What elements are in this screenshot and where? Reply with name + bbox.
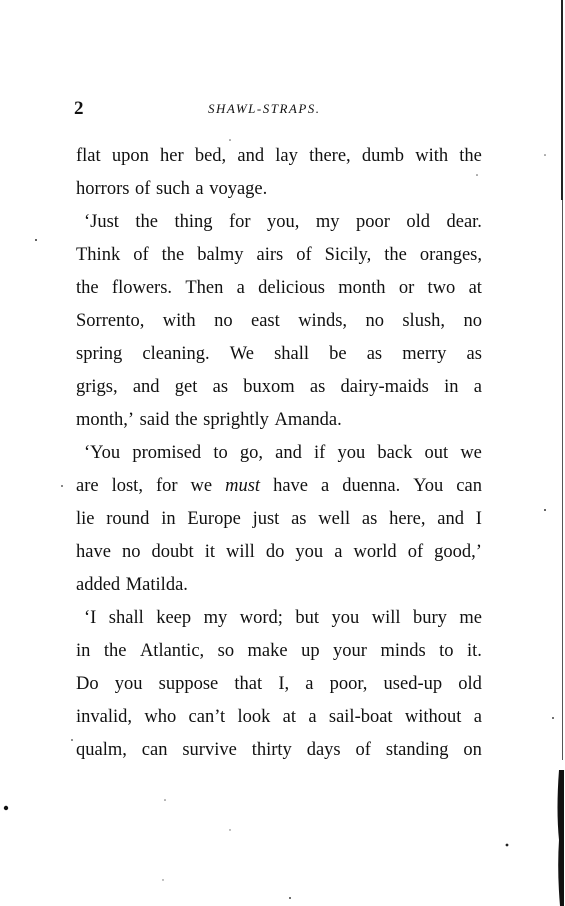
word: buxom (243, 377, 295, 397)
word: a (321, 476, 330, 496)
word: doubt (151, 542, 194, 562)
word: me (459, 608, 482, 628)
word: survive (182, 740, 237, 760)
word: to (439, 641, 454, 661)
word: Amanda. (274, 410, 342, 430)
speck (71, 739, 73, 741)
word: out (424, 443, 449, 463)
word: you (114, 674, 143, 694)
word: Sorrento, (76, 311, 145, 331)
word: without (404, 707, 462, 727)
page-number: 2 (74, 98, 84, 119)
word: month (338, 278, 386, 298)
word: if (314, 443, 326, 463)
word: it (204, 542, 215, 562)
word: Think (76, 245, 121, 265)
speck (552, 717, 554, 719)
word: will (226, 542, 255, 562)
word: or (398, 278, 415, 298)
speck (164, 799, 166, 801)
word: you (331, 608, 360, 628)
word: no (121, 542, 141, 562)
word: Europe (187, 509, 241, 529)
word: have (76, 542, 111, 562)
word: You (413, 476, 444, 496)
word: We (229, 344, 254, 364)
word: a (195, 179, 204, 199)
word: grigs, (76, 377, 118, 397)
word: your (333, 641, 367, 661)
spine-line (561, 0, 563, 200)
word: as (361, 509, 378, 529)
word: bed, (194, 146, 227, 166)
speck (4, 806, 8, 810)
word: no (365, 311, 384, 331)
word: well (318, 509, 351, 529)
word: dumb (361, 146, 405, 166)
word: here, (389, 509, 426, 529)
word: sprightly (203, 410, 269, 430)
word: dairy-maids (340, 377, 429, 397)
word: minds (380, 641, 426, 661)
word: go, (239, 443, 264, 463)
word: invalid, (76, 707, 133, 727)
word: as (291, 509, 307, 529)
word: and (275, 443, 302, 463)
word: and (437, 509, 465, 529)
word: a (473, 707, 482, 727)
word: in (444, 377, 459, 397)
word: of (355, 740, 371, 760)
speck (506, 844, 509, 847)
word: her (160, 146, 184, 166)
spine-line (562, 200, 563, 760)
word: to (213, 443, 228, 463)
word: days (306, 740, 341, 760)
word: in (161, 509, 176, 529)
word: as (309, 377, 326, 397)
word: of (296, 245, 312, 265)
speck (229, 829, 230, 830)
binding-edge (555, 0, 565, 906)
speck (476, 174, 478, 176)
word: as (366, 344, 383, 364)
word: spring (76, 344, 123, 364)
word: airs (256, 245, 284, 265)
word: Sicily, (324, 245, 372, 265)
word: the (161, 245, 185, 265)
word: horrors (76, 179, 130, 199)
word: balmy (197, 245, 244, 265)
word: look (237, 707, 271, 727)
word: month,’ (76, 410, 135, 430)
word: must (225, 476, 261, 496)
word: at (282, 707, 297, 727)
word: can (456, 476, 482, 496)
word: two (427, 278, 456, 298)
word: merry (402, 344, 447, 364)
word: a (236, 278, 245, 298)
word: with (415, 146, 449, 166)
word: lay (275, 146, 298, 166)
word: sail-boat (328, 707, 393, 727)
word: will (371, 608, 401, 628)
speck (35, 239, 37, 241)
word: cleaning. (142, 344, 210, 364)
word: that (234, 674, 263, 694)
word: as (466, 344, 482, 364)
spine-shadow (558, 770, 565, 906)
word: a (305, 674, 314, 694)
word: we (190, 476, 213, 496)
word: Then (185, 278, 224, 298)
word: world (353, 542, 397, 562)
word: lie (76, 509, 95, 529)
word: old (406, 212, 431, 232)
word: be (329, 344, 347, 364)
word: shall (108, 608, 144, 628)
word: a (308, 707, 317, 727)
word: voyage. (209, 179, 268, 199)
word: can (141, 740, 168, 760)
word: who (144, 707, 177, 727)
word: ‘You (84, 443, 121, 463)
speck (544, 509, 546, 511)
word: promised (132, 443, 202, 463)
word: you (295, 542, 324, 562)
word: you (337, 443, 366, 463)
word: the (103, 641, 127, 661)
word: we (460, 443, 482, 463)
word: but (295, 608, 320, 628)
word: upon (111, 146, 149, 166)
word: qualm, (76, 740, 127, 760)
speck (289, 897, 291, 899)
word: back (377, 443, 413, 463)
word: my (315, 212, 340, 232)
word: old (458, 674, 482, 694)
word: the (135, 212, 159, 232)
speck (544, 154, 546, 156)
word: slush, (402, 311, 446, 331)
word: get (174, 377, 198, 397)
word: no (463, 311, 482, 331)
word: bury (412, 608, 447, 628)
word: and (132, 377, 160, 397)
word: flowers. (111, 278, 173, 298)
word: as (212, 377, 229, 397)
running-title: SHAWL-STRAPS. (208, 101, 321, 116)
word: Atlantic, (139, 641, 205, 661)
word: of (134, 179, 151, 199)
word: for (229, 212, 251, 232)
word: make (247, 641, 288, 661)
word: east (251, 311, 280, 331)
word: of (133, 245, 149, 265)
word: duenna. (342, 476, 401, 496)
word: such (155, 179, 190, 199)
speck (229, 139, 231, 141)
word: flat (76, 146, 101, 166)
word: shall (274, 344, 310, 364)
word: no (214, 311, 233, 331)
word: just (252, 509, 280, 529)
word: poor, (329, 674, 368, 694)
word: good,’ (434, 542, 482, 562)
word: can’t (188, 707, 226, 727)
speck (162, 879, 163, 880)
word: round (106, 509, 150, 529)
word: the (384, 245, 407, 265)
word: do (265, 542, 285, 562)
word: word; (239, 608, 283, 628)
word: the (459, 146, 482, 166)
word: dear. (446, 212, 482, 232)
word: up (301, 641, 320, 661)
word: delicious (258, 278, 325, 298)
word: poor (356, 212, 390, 232)
word: Matilda. (125, 575, 188, 595)
word: on (463, 740, 482, 760)
word: the (76, 278, 99, 298)
word: a (334, 542, 343, 562)
word: it. (467, 641, 482, 661)
speck (61, 485, 63, 487)
word: at (468, 278, 482, 298)
word: I, (278, 674, 290, 694)
word: you, (267, 212, 300, 232)
word: there, (309, 146, 351, 166)
word: thirty (251, 740, 292, 760)
word: the (174, 410, 198, 430)
word: thing (174, 212, 213, 232)
word: in (76, 641, 91, 661)
word: my (203, 608, 228, 628)
word: oranges, (419, 245, 482, 265)
word: Do (76, 674, 99, 694)
word: and (237, 146, 265, 166)
word: used-up (383, 674, 443, 694)
word: winds, (298, 311, 348, 331)
word: ‘I (84, 608, 97, 628)
word: standing (385, 740, 449, 760)
word: a (473, 377, 482, 397)
word: keep (156, 608, 192, 628)
word: so (217, 641, 235, 661)
word: have (273, 476, 308, 496)
word: of (407, 542, 424, 562)
word: ‘Just (84, 212, 119, 232)
word: added (76, 575, 121, 595)
word: suppose (158, 674, 219, 694)
word: I (475, 509, 482, 529)
word: are (76, 476, 99, 496)
word: lost, (111, 476, 143, 496)
word: said (139, 410, 170, 430)
word: with (162, 311, 196, 331)
word: for (155, 476, 178, 496)
